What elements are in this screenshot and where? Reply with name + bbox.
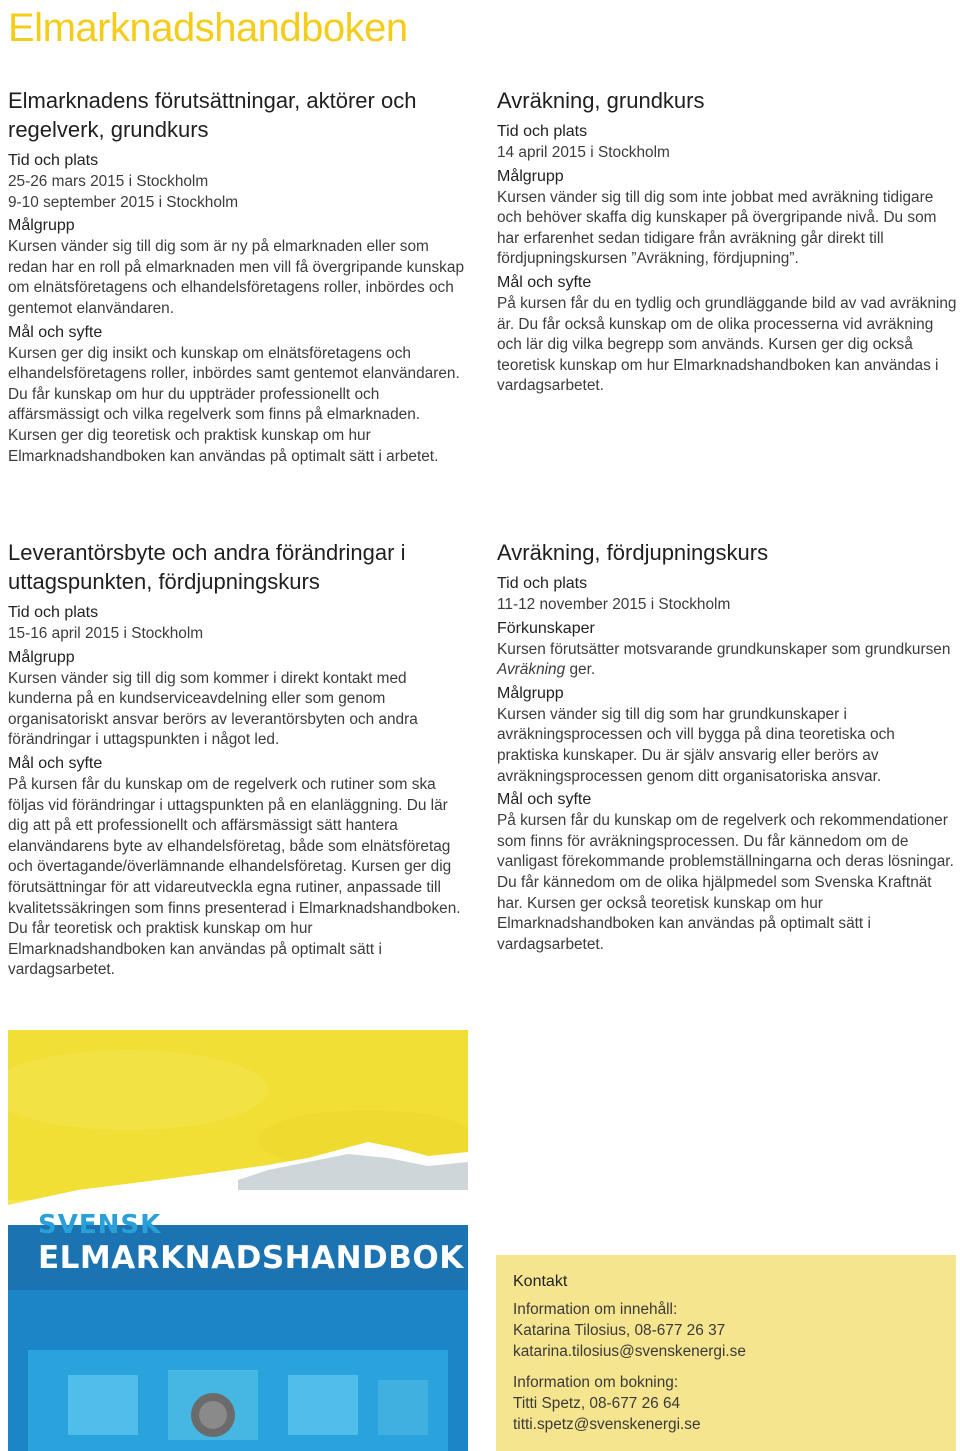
prereq-text-after: ger. bbox=[565, 661, 596, 679]
goal-label: Mål och syfte bbox=[8, 754, 103, 772]
course-title: Elmarknadens förutsättningar, aktörer och regelverk, grundkurs bbox=[8, 88, 417, 142]
target-label: Målgrupp bbox=[497, 167, 564, 185]
contact-booking-email[interactable]: titti.spetz@svenskenergi.se bbox=[513, 1416, 701, 1433]
cover-title-line-2: ELMARKNADSHANDBOK bbox=[38, 1240, 464, 1276]
target-label: Målgrupp bbox=[497, 684, 564, 702]
page-title: Elmarknadshandboken bbox=[8, 6, 408, 50]
goal-text: På kursen får du en tydlig och grundläggande bild av vad avräkning är. Du får också kunskap om de olika processerna vid avräkning och lär dig vilka begrepp som används. Kursen ger dig också teoretisk kunskap om hur Elmarknadshandboken kan användas i vardagsarbetet. bbox=[497, 294, 957, 395]
course-section bbox=[8, 86, 470, 467]
time-line: 25-26 mars 2015 i Stockholm bbox=[8, 173, 209, 190]
prereq-text-italic: Avräkning bbox=[497, 661, 566, 679]
contact-content-label: Information om innehåll: bbox=[513, 1301, 678, 1318]
target-text: Kursen vänder sig till dig som har grundkunskaper i avräkningsprocessen och vill bygga på dina teoretiska och praktiska kunskaper. Du är själv ansvarig eller berörs av avräkningsprocessen genom ditt organisatoriska ansvar. bbox=[497, 705, 895, 785]
goal-label: Mål och syfte bbox=[497, 791, 592, 809]
target-text: Kursen vänder sig till dig som inte jobbat med avräkning tidigare och behöver skaffa dig kunskaper på övergripande nivå. Du som har erfarenhet sedan tidigare från avräkning går direkt till fördjupningskursen ”Avräkning, fördjupning”. bbox=[497, 188, 937, 268]
goal-text: Kursen ger dig insikt och kunskap om elnätsföretagens och elhandelsföretagens roller, inbördes samt gentemot elanvändaren. Du får kunskap om hur du uppträder professionellt och affärsmässigt och vilka regelverk som finns på elmarknaden. Kursen ger dig teoretisk och praktisk kunskap om hur Elmarknadshandboken kan användas på optimalt sätt i arbetet. bbox=[8, 344, 460, 465]
contact-title: Kontakt bbox=[513, 1273, 568, 1290]
contact-box bbox=[496, 1255, 956, 1451]
prereq-text bbox=[497, 640, 959, 681]
cover-title-line-1: SVENSK bbox=[38, 1210, 162, 1240]
contact-booking-person: Titti Spetz, 08-677 26 64 bbox=[513, 1395, 681, 1412]
course-title: Avräkning, grundkurs bbox=[497, 88, 705, 113]
course-section bbox=[497, 538, 959, 955]
course-section bbox=[497, 86, 959, 397]
course-title: Leverantörsbyte och andra förändringar i uttagspunkten, fördjupningskurs bbox=[8, 540, 406, 594]
contact-content-person: Katarina Tilosius, 08-677 26 37 bbox=[513, 1322, 726, 1339]
time-label: Tid och plats bbox=[497, 575, 588, 592]
goal-label: Mål och syfte bbox=[497, 273, 592, 291]
course-title: Avräkning, fördjupningskurs bbox=[497, 540, 769, 565]
time-label: Tid och plats bbox=[8, 152, 99, 169]
contact-spacer bbox=[513, 1362, 940, 1372]
goal-label: Mål och syfte bbox=[8, 323, 103, 341]
time-line: 11-12 november 2015 i Stockholm bbox=[497, 596, 731, 613]
target-label: Målgrupp bbox=[8, 648, 75, 666]
course-section bbox=[8, 538, 470, 981]
contact-booking-label: Information om bokning: bbox=[513, 1374, 679, 1391]
prereq-label: Förkunskaper bbox=[497, 619, 595, 637]
book-cover-image bbox=[8, 1030, 468, 1451]
target-text: Kursen vänder sig till dig som kommer i direkt kontakt med kunderna på en kundserviceavdelning eller som genom organisatoriskt ansvar berörs av leverantörsbyten och andra förändringar i uttagspunkten i något led. bbox=[8, 669, 418, 749]
goal-text: På kursen får du kunskap om de regelverk och rekommendationer som finns för avräkningsprocessen. Du får kännedom om de vanligast förekommande problemställningarna och deras lösningar. Du får kännedom om de olika hjälpmedel som Svenska Kraftnät har. Kursen ger också teoretisk kunskap om hur Elmarknadshandboken kan användas på optimalt sätt i vardagsarbetet. bbox=[497, 812, 954, 953]
goal-text: På kursen får du kunskap om de regelverk och rutiner som ska följas vid förändringar i uttagspunkten på en elanläggning. Du lär dig att på ett professionellt och affärsmässigt sätt hantera elanvändarens byte av elhandelsföretag, både som elnätsföretag och övertagande/överlämnande elhandelsföretag. Kursen ger dig förutsättningar för att vidareutveckla egna rutiner, anpassade till kvalitetssäkringen som finns presenterad i Elmarknadshandboken. Du får teoretisk och praktisk kunskap om hur Elmarknadshandboken kan användas på optimalt sätt i vardagsarbetet. bbox=[8, 775, 461, 979]
time-line: 15-16 april 2015 i Stockholm bbox=[8, 625, 204, 642]
time-label: Tid och plats bbox=[8, 604, 99, 621]
target-label: Målgrupp bbox=[8, 217, 75, 235]
time-label: Tid och plats bbox=[497, 123, 588, 140]
prereq-text-before: Kursen förutsätter motsvarande grundkunskaper som grundkursen bbox=[497, 640, 951, 658]
target-text: Kursen vänder sig till dig som är ny på elmarknaden eller som redan har en roll på elmarknaden men vill få övergripande kunskap om elnätsföretagens och elhandelsföretagens roller, inbördes och gentemot elanvändaren. bbox=[8, 238, 465, 317]
contact-content-email[interactable]: katarina.tilosius@svenskenergi.se bbox=[513, 1343, 746, 1360]
time-line: 14 april 2015 i Stockholm bbox=[497, 144, 670, 161]
time-line: 9-10 september 2015 i Stockholm bbox=[8, 193, 239, 211]
